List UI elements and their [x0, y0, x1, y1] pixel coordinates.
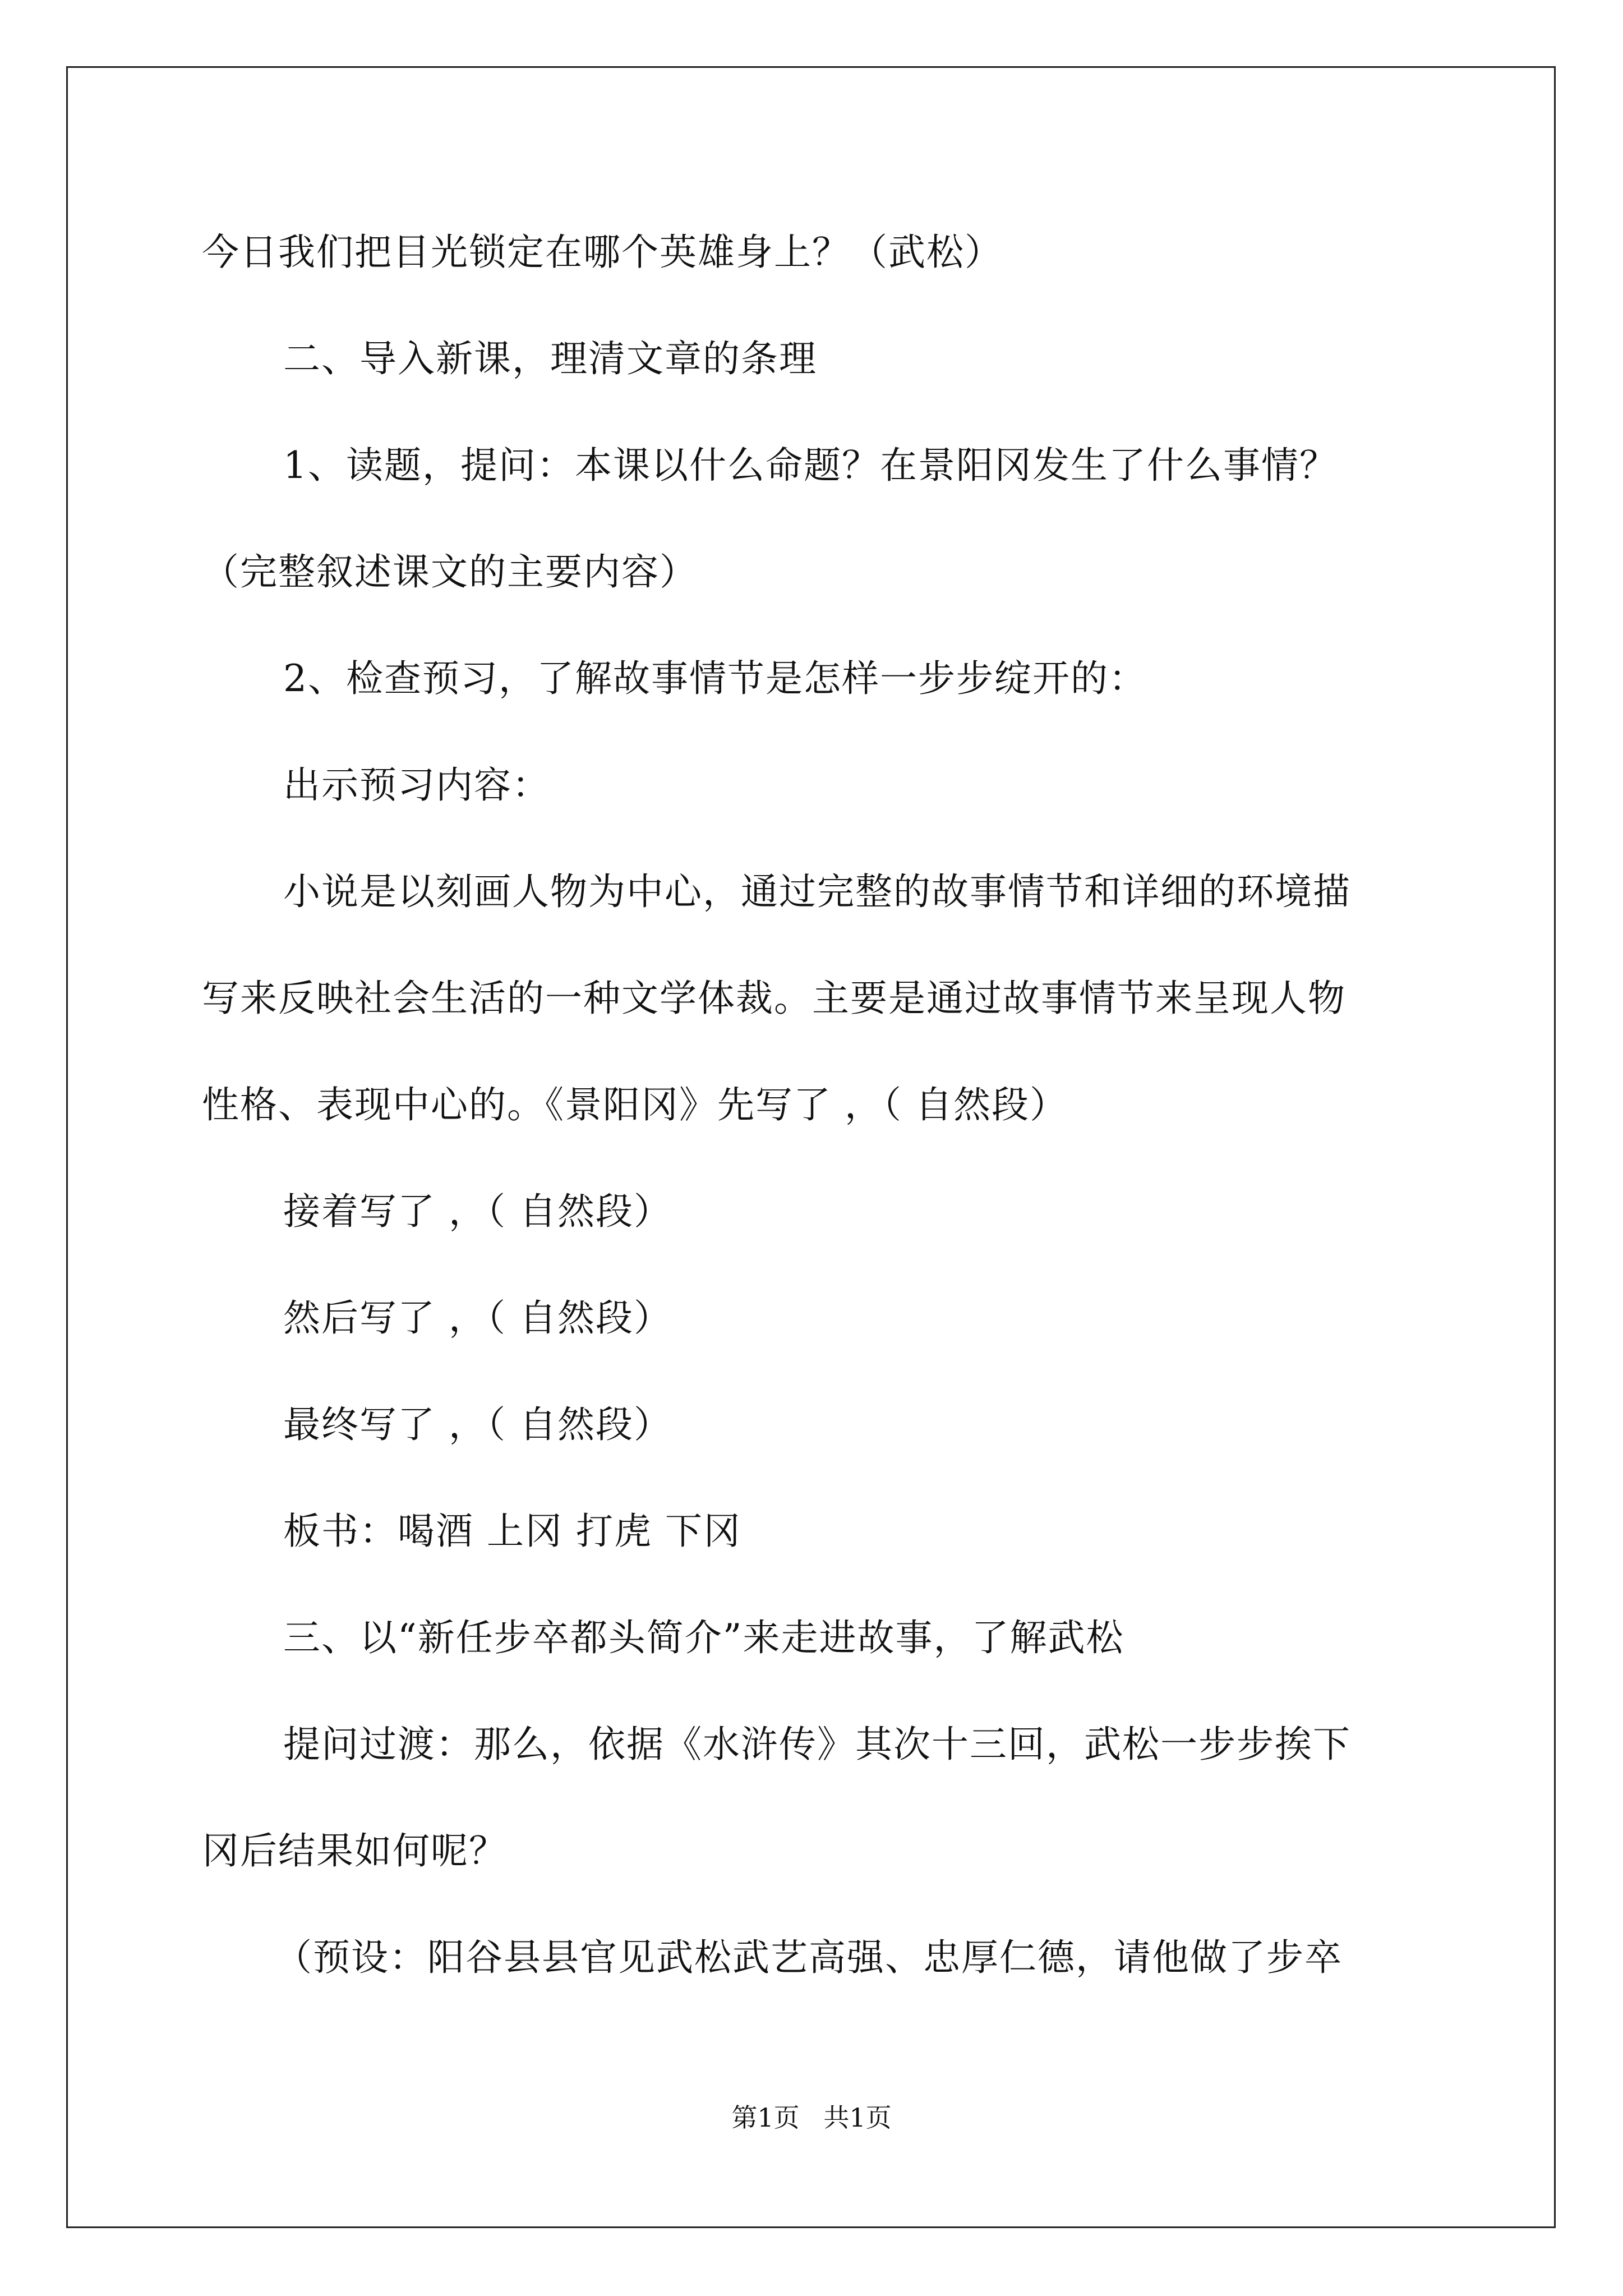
page-footer	[0, 2101, 1623, 2134]
text-line: 最终写了 ，（ 自然段）	[283, 1403, 672, 1446]
text-line: 写来反映社会生活的一种文学体裁。主要是通过故事情节来呈现人物	[202, 977, 1346, 1020]
page-total: 共1页	[823, 2102, 892, 2133]
page-border	[66, 66, 1556, 2228]
page-number: 第1页	[731, 2102, 800, 2133]
text-line: 2、检查预习，了解故事情节是怎样一步步绽开的：	[283, 657, 1147, 700]
text-line: 小说是以刻画人物为中心，通过完整的故事情节和详细的环境描	[283, 870, 1351, 913]
text-line: 1、读题，提问：本课以什么命题？在景阳冈发生了什么事情？	[283, 444, 1338, 487]
text-line: 接着写了 ，（ 自然段）	[283, 1190, 672, 1233]
text-line: （预设：阳谷县县官见武松武艺高强、忠厚仁德，请他做了步卒	[275, 1936, 1343, 1979]
text-line: 冈后结果如何呢？	[202, 1829, 507, 1872]
section-heading: 三、以“新任步卒都头简介”来走进故事，了解武松	[283, 1616, 1124, 1659]
text-line: 板书：喝酒 上冈 打虎 下冈	[283, 1510, 741, 1553]
text-line: 出示预习内容：	[283, 763, 550, 807]
text-line: 性格、表现中心的。《景阳冈》先写了 ，（ 自然段）	[202, 1083, 1068, 1126]
text-line: 提问过渡：那么，依据《水浒传》其次十三回，武松一步步挨下	[283, 1723, 1351, 1766]
text-line: 今日我们把目光锁定在哪个英雄身上？（武松）	[202, 231, 1003, 274]
text-line: 然后写了 ，（ 自然段）	[283, 1296, 672, 1340]
text-line: （完整叙述课文的主要内容）	[202, 550, 698, 593]
section-heading: 二、导入新课，理清文章的条理	[283, 337, 817, 380]
